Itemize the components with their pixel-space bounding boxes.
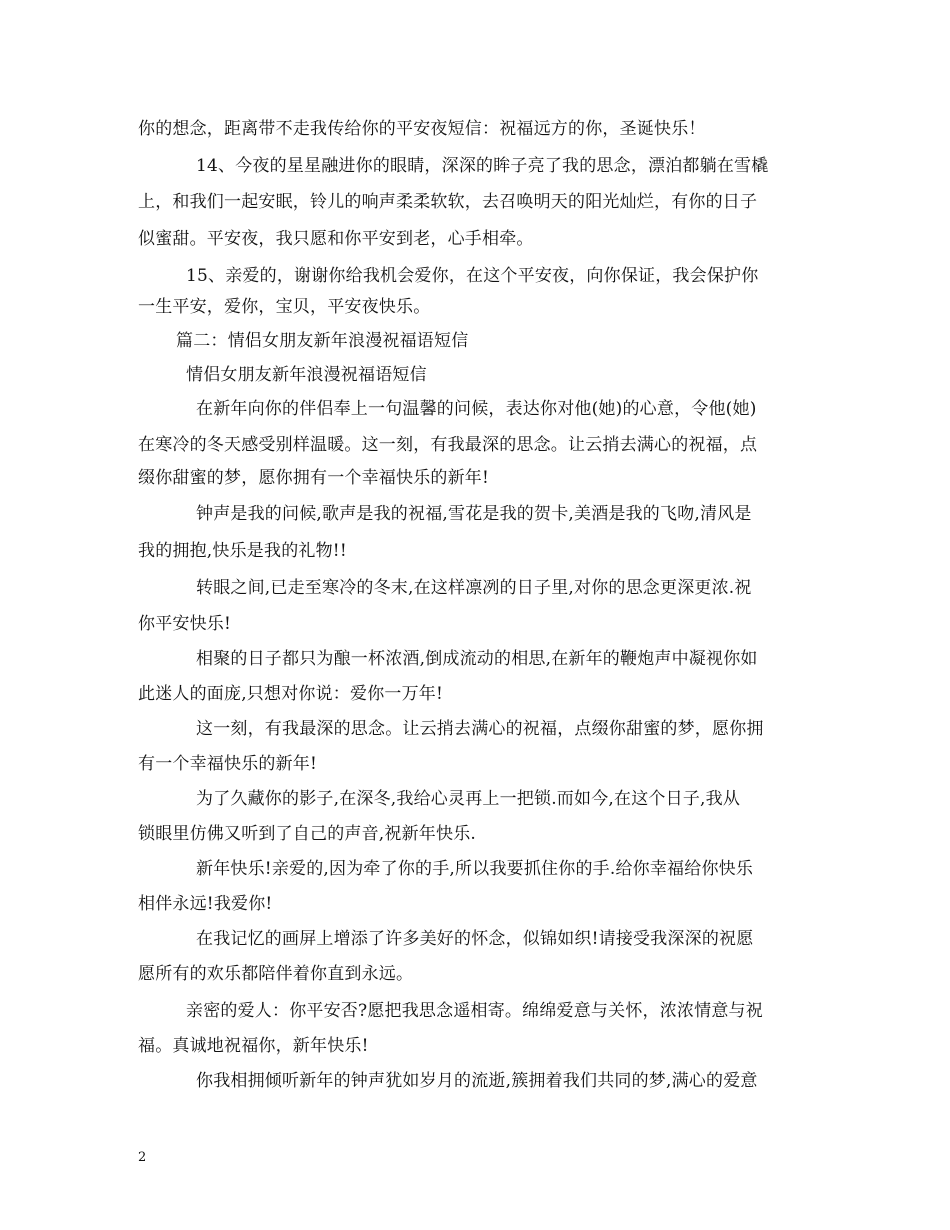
text-line: 你平安快乐! (138, 614, 232, 634)
text-line: 14、今夜的星星融进你的眼睛，深深的眸子亮了我的思念，漂泊都躺在雪橇 (196, 156, 769, 176)
text-line: 这一刻，有我最深的思念。让云捎去满心的祝福，点缀你甜蜜的梦，愿你拥 (196, 719, 764, 739)
text-line: 相伴永远!我爱你! (138, 894, 273, 914)
text-line: 亲密的爱人：你平安否?愿把我思念遥相寄。绵绵爱意与关怀，浓浓情意与祝 (186, 1001, 763, 1021)
text-line: 上，和我们一起安眠，铃儿的响声柔柔软软，去召唤明天的阳光灿烂，有你的日子 (138, 192, 758, 212)
section-heading: 篇二：情侣女朋友新年浪漫祝福语短信 (176, 331, 469, 351)
text-line: 钟声是我的问候,歌声是我的祝福,雪花是我的贺卡,美酒是我的飞吻,清风是 (196, 504, 752, 524)
text-line: 为了久藏你的影子,在深冬,我给心灵再上一把锁.而如今,在这个日子,我从 (196, 789, 741, 809)
page-number: 2 (138, 1150, 147, 1165)
text-line: 此迷人的面庞,只想对你说：爱你一万年! (138, 684, 444, 704)
text-line: 你我相拥倾听新年的钟声犹如岁月的流逝,簇拥着我们共同的梦,满心的爱意 (196, 1071, 758, 1091)
text-line: 15、亲爱的，谢谢你给我机会爱你，在这个平安夜，向你保证，我会保护你 (186, 266, 759, 286)
text-line: 我的拥抱,快乐是我的礼物!! (138, 541, 347, 561)
text-line: 你的想念，距离带不走我传给你的平安夜短信：祝福远方的你，圣诞快乐！ (138, 119, 706, 139)
text-line: 新年快乐!亲爱的,因为牵了你的手,所以我要抓住你的手.给你幸福给你快乐 (196, 859, 754, 879)
text-line: 缀你甜蜜的梦，愿你拥有一个幸福快乐的新年! (138, 468, 490, 488)
text-line: 在新年向你的伴侣奉上一句温馨的问候，表达你对他(她)的心意，令他(她) (196, 399, 757, 419)
text-line: 愿所有的欢乐都陪伴着你直到永远。 (138, 964, 414, 984)
text-line: 锁眼里仿佛又听到了自己的声音,祝新年快乐. (138, 824, 477, 844)
text-line: 转眼之间,已走至寒冷的冬末,在这样凛冽的日子里,对你的思念更深更浓.祝 (196, 578, 752, 598)
text-line: 在我记忆的画屏上增添了许多美好的怀念，似锦如织!请接受我深深的祝愿 (196, 929, 754, 949)
text-line: 一生平安，爱你，宝贝，平安夜快乐。 (138, 297, 431, 317)
text-line: 有一个幸福快乐的新年! (138, 754, 318, 774)
text-line: 福。真诚地祝福你，新年快乐! (138, 1036, 369, 1056)
text-line: 似蜜甜。平安夜，我只愿和你平安到老，心手相牵。 (138, 229, 534, 249)
section-subheading: 情侣女朋友新年浪漫祝福语短信 (186, 365, 427, 385)
text-line: 在寒冷的冬天感受别样温暖。这一刻，有我最深的思念。让云捎去满心的祝福，点 (138, 435, 758, 455)
text-line: 相聚的日子都只为酿一杯浓酒,倒成流动的相思,在新年的鞭炮声中凝视你如 (196, 649, 758, 669)
